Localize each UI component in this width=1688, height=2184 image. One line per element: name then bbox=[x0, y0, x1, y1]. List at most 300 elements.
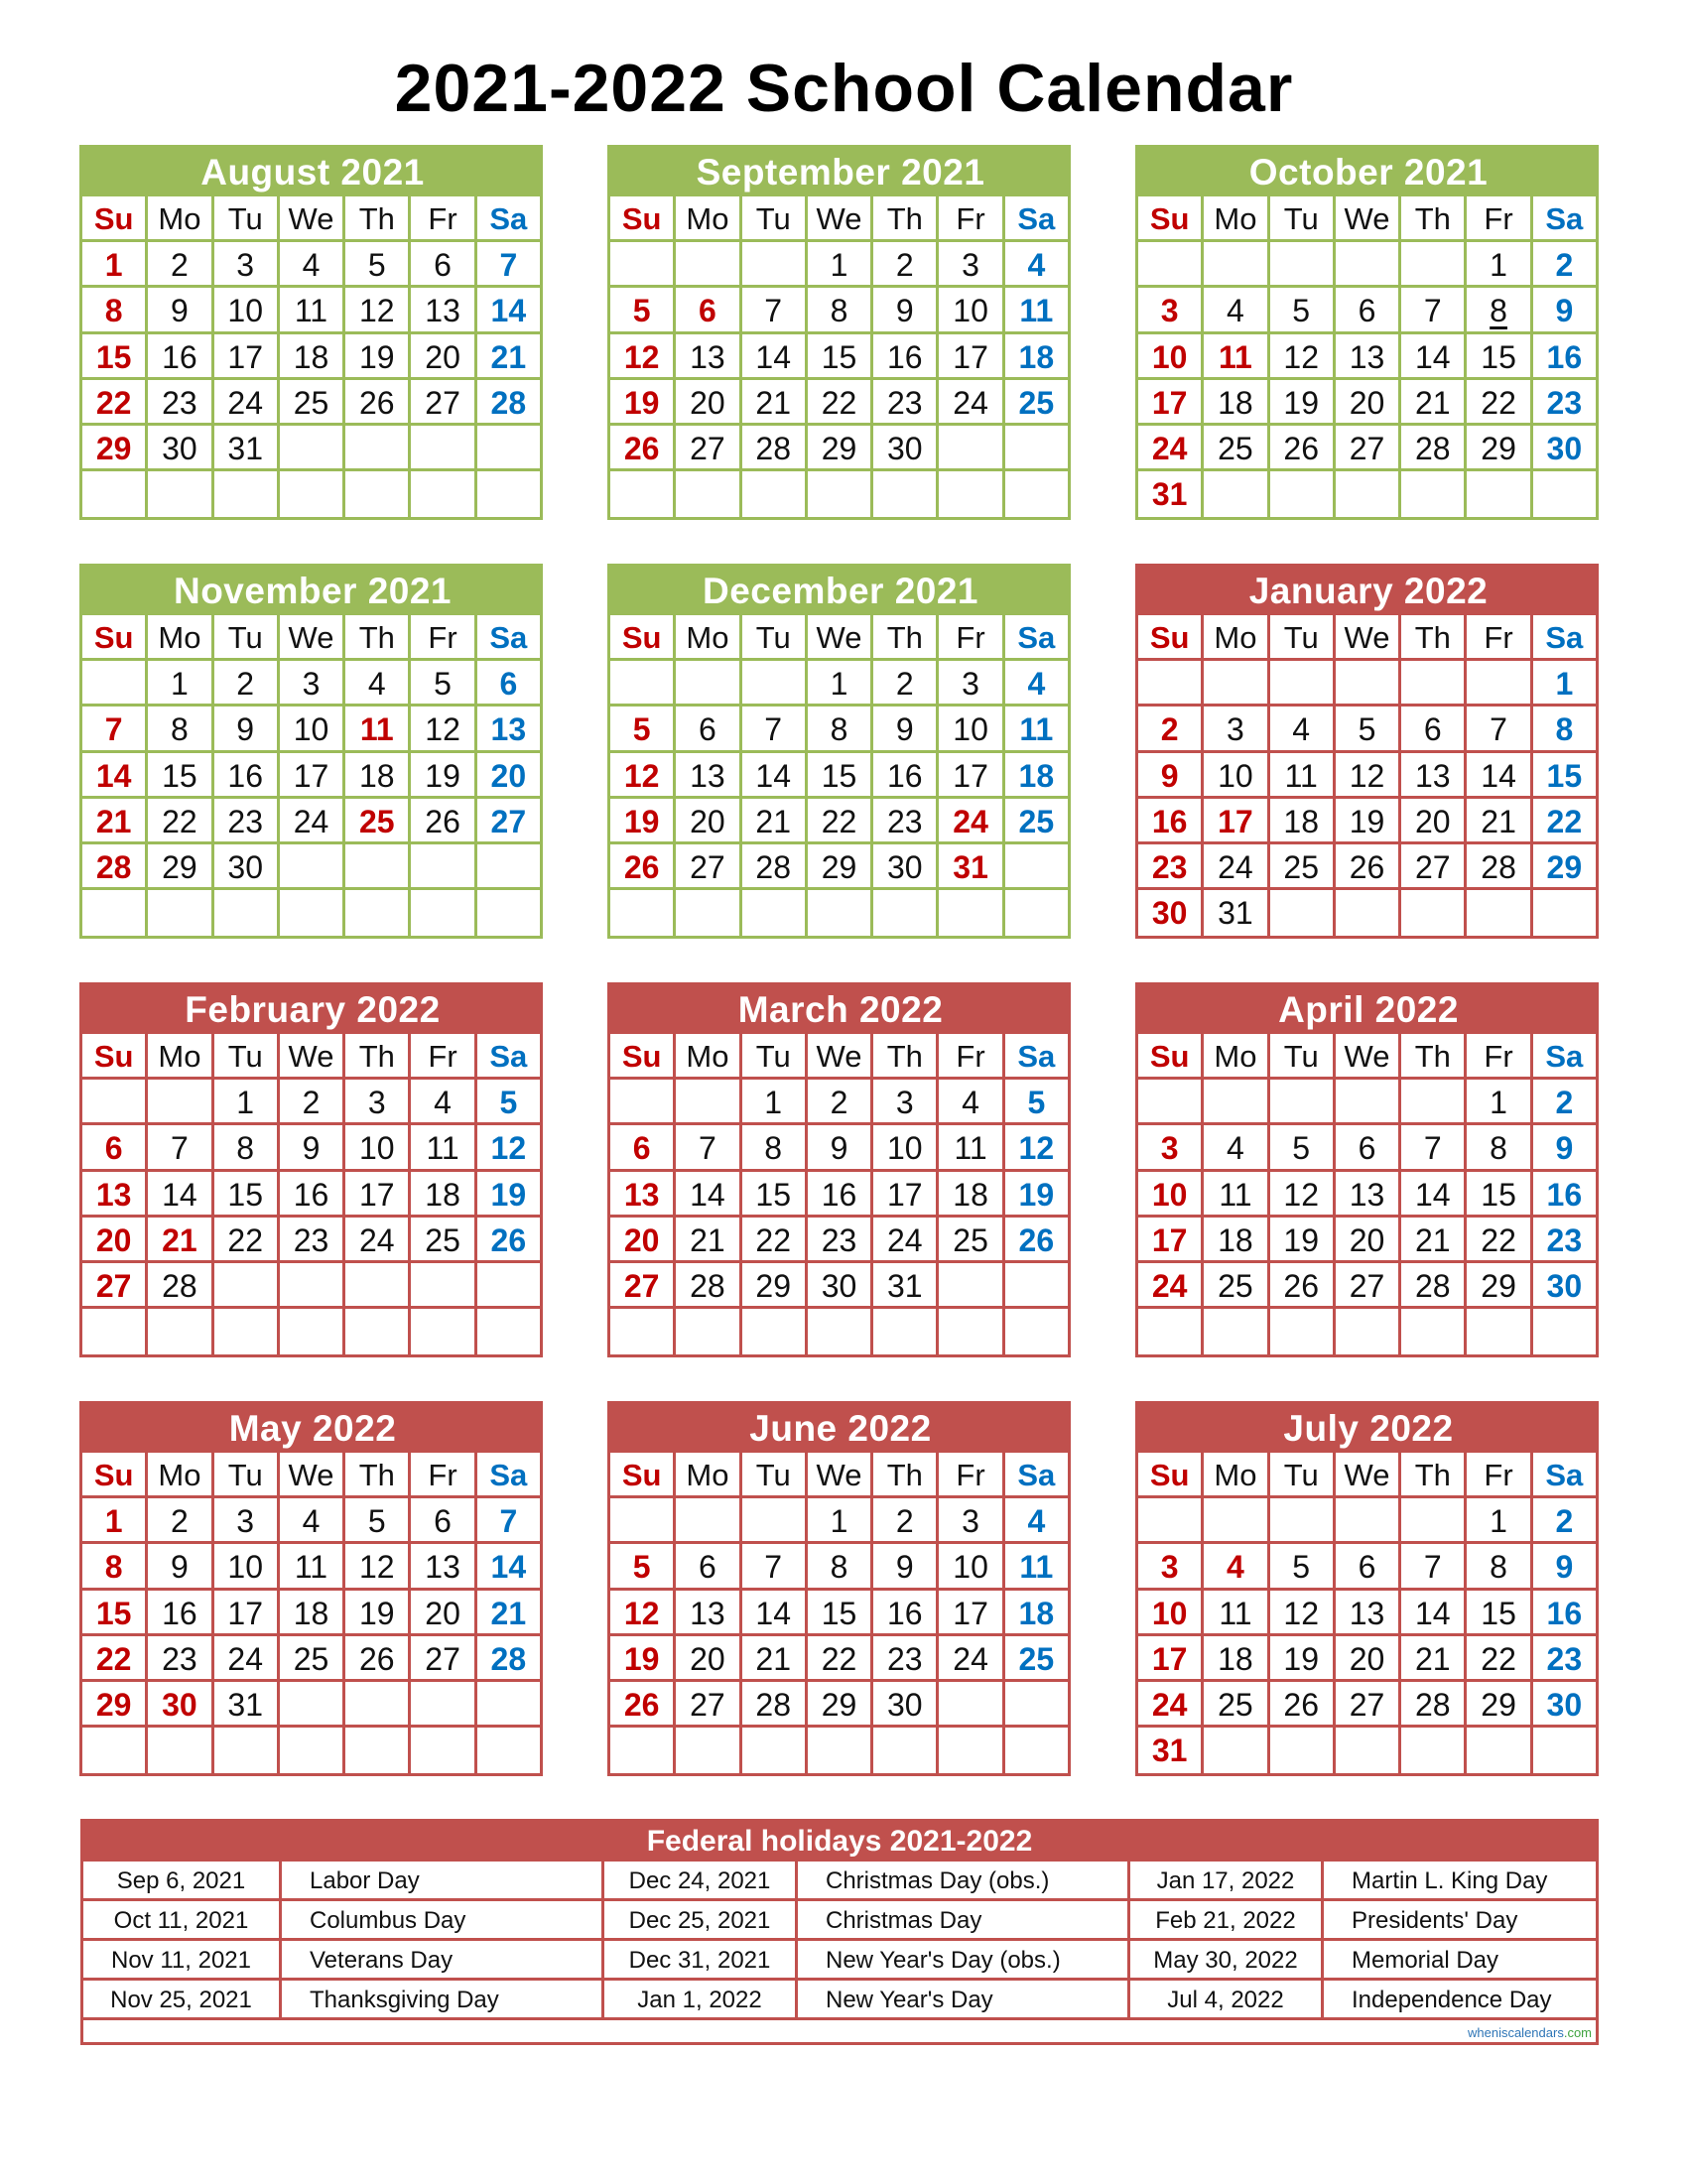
day-cell: 29 bbox=[1533, 844, 1599, 890]
day-cell: 23 bbox=[808, 1218, 873, 1263]
empty-cell bbox=[1467, 890, 1532, 936]
day-cell: 10 bbox=[345, 1125, 411, 1171]
empty-cell bbox=[214, 1728, 280, 1773]
day-cell: 23 bbox=[873, 1636, 939, 1682]
day-cell: 4 bbox=[1204, 1125, 1269, 1171]
day-cell: 17 bbox=[214, 1591, 280, 1636]
day-cell: 5 bbox=[1270, 1544, 1336, 1590]
day-cell: 22 bbox=[1533, 799, 1599, 844]
day-cell: 22 bbox=[1467, 1636, 1532, 1682]
day-cell: 28 bbox=[1401, 1263, 1467, 1309]
month-calendar bbox=[1135, 145, 1599, 520]
weekday-header: We bbox=[808, 1453, 873, 1498]
day-cell: 18 bbox=[1005, 1591, 1071, 1636]
weekday-header: Fr bbox=[411, 1453, 476, 1498]
holiday-name: Christmas Day (obs.) bbox=[798, 1862, 1130, 1901]
day-cell: 3 bbox=[1204, 707, 1269, 752]
day-cell: 3 bbox=[939, 1498, 1004, 1544]
empty-cell bbox=[610, 471, 676, 517]
holiday-date: Jan 17, 2022 bbox=[1130, 1862, 1324, 1901]
day-cell: 25 bbox=[1005, 380, 1071, 426]
weekday-header: Th bbox=[1401, 196, 1467, 242]
day-cell: 15 bbox=[214, 1172, 280, 1218]
weekday-header: Mo bbox=[148, 1453, 213, 1498]
empty-cell bbox=[477, 1309, 543, 1354]
holiday-date: Feb 21, 2022 bbox=[1130, 1901, 1324, 1941]
month-title: June 2022 bbox=[610, 1401, 1071, 1453]
holiday-date: Nov 25, 2021 bbox=[83, 1981, 282, 2020]
day-cell: 31 bbox=[873, 1263, 939, 1309]
day-cell: 1 bbox=[1467, 1080, 1532, 1125]
weekday-header: Su bbox=[82, 1034, 148, 1080]
empty-cell bbox=[1467, 1309, 1532, 1354]
day-cell: 14 bbox=[1401, 1591, 1467, 1636]
empty-cell bbox=[280, 890, 345, 936]
weekday-header: Su bbox=[82, 1453, 148, 1498]
weekday-header: Sa bbox=[1005, 196, 1071, 242]
empty-cell bbox=[676, 1498, 741, 1544]
day-cell: 18 bbox=[1005, 753, 1071, 799]
day-cell: 19 bbox=[610, 380, 676, 426]
day-cell: 5 bbox=[1270, 1125, 1336, 1171]
month-title: January 2022 bbox=[1138, 564, 1599, 615]
month-days-grid bbox=[1138, 1034, 1599, 1354]
day-cell: 3 bbox=[345, 1080, 411, 1125]
day-cell: 2 bbox=[1533, 1080, 1599, 1125]
day-cell: 31 bbox=[1138, 1728, 1204, 1773]
empty-cell bbox=[477, 1263, 543, 1309]
weekday-header: Tu bbox=[214, 196, 280, 242]
day-cell: 16 bbox=[808, 1172, 873, 1218]
empty-cell bbox=[477, 471, 543, 517]
empty-cell bbox=[1204, 1498, 1269, 1544]
empty-cell bbox=[1401, 1080, 1467, 1125]
day-cell: 3 bbox=[1138, 1125, 1204, 1171]
day-cell: 21 bbox=[742, 799, 808, 844]
day-cell: 13 bbox=[676, 753, 741, 799]
weekday-header: Su bbox=[82, 196, 148, 242]
day-cell: 16 bbox=[1533, 334, 1599, 380]
empty-cell bbox=[477, 1682, 543, 1728]
weekday-header: Fr bbox=[939, 196, 1004, 242]
day-cell: 7 bbox=[477, 242, 543, 288]
day-cell: 1 bbox=[808, 661, 873, 707]
day-cell: 17 bbox=[939, 1591, 1004, 1636]
day-cell: 22 bbox=[214, 1218, 280, 1263]
empty-cell bbox=[411, 471, 476, 517]
day-cell: 27 bbox=[411, 380, 476, 426]
holidays-grid bbox=[83, 1862, 1596, 2020]
empty-cell bbox=[873, 1728, 939, 1773]
weekday-header: Fr bbox=[939, 615, 1004, 661]
day-cell: 17 bbox=[939, 334, 1004, 380]
day-cell: 25 bbox=[1270, 844, 1336, 890]
day-cell: 20 bbox=[411, 334, 476, 380]
day-cell: 27 bbox=[82, 1263, 148, 1309]
month-calendar bbox=[79, 145, 543, 520]
day-cell: 6 bbox=[477, 661, 543, 707]
day-cell: 15 bbox=[1467, 1172, 1532, 1218]
day-cell: 11 bbox=[1005, 288, 1071, 333]
empty-cell bbox=[1138, 1080, 1204, 1125]
day-cell: 22 bbox=[808, 380, 873, 426]
month-calendar bbox=[1135, 564, 1599, 939]
day-cell: 7 bbox=[742, 707, 808, 752]
day-cell: 21 bbox=[676, 1218, 741, 1263]
weekday-header: Tu bbox=[742, 196, 808, 242]
empty-cell bbox=[1005, 1728, 1071, 1773]
day-cell: 17 bbox=[214, 334, 280, 380]
day-cell: 6 bbox=[1336, 1125, 1401, 1171]
day-cell: 7 bbox=[1401, 288, 1467, 333]
empty-cell bbox=[1270, 1498, 1336, 1544]
empty-cell bbox=[148, 1728, 213, 1773]
empty-cell bbox=[1533, 890, 1599, 936]
empty-cell bbox=[742, 661, 808, 707]
day-cell: 30 bbox=[148, 1682, 213, 1728]
day-cell: 26 bbox=[1270, 1682, 1336, 1728]
empty-cell bbox=[345, 1263, 411, 1309]
day-cell: 20 bbox=[676, 380, 741, 426]
empty-cell bbox=[1270, 1080, 1336, 1125]
day-cell: 10 bbox=[1138, 1591, 1204, 1636]
day-cell: 16 bbox=[280, 1172, 345, 1218]
empty-cell bbox=[411, 1263, 476, 1309]
day-cell: 8 bbox=[214, 1125, 280, 1171]
holiday-date: Jan 1, 2022 bbox=[604, 1981, 798, 2020]
day-cell: 26 bbox=[1270, 1263, 1336, 1309]
watermark-name: wheniscalendars bbox=[1467, 2025, 1564, 2040]
day-cell: 13 bbox=[1336, 1591, 1401, 1636]
day-cell: 29 bbox=[82, 1682, 148, 1728]
day-cell: 17 bbox=[1204, 799, 1269, 844]
weekday-header: Fr bbox=[411, 196, 476, 242]
day-cell: 28 bbox=[1401, 426, 1467, 471]
day-cell: 9 bbox=[214, 707, 280, 752]
day-cell: 27 bbox=[676, 426, 741, 471]
weekday-header: Tu bbox=[742, 615, 808, 661]
day-cell: 29 bbox=[808, 426, 873, 471]
empty-cell bbox=[1401, 1309, 1467, 1354]
day-cell: 20 bbox=[676, 1636, 741, 1682]
empty-cell bbox=[1467, 661, 1532, 707]
day-cell: 21 bbox=[742, 380, 808, 426]
weekday-header: Mo bbox=[1204, 615, 1269, 661]
empty-cell bbox=[345, 844, 411, 890]
empty-cell bbox=[1270, 471, 1336, 517]
day-cell: 3 bbox=[1138, 288, 1204, 333]
day-cell: 11 bbox=[1005, 1544, 1071, 1590]
weekday-header: We bbox=[1336, 1034, 1401, 1080]
day-cell: 19 bbox=[411, 753, 476, 799]
day-cell: 30 bbox=[1533, 426, 1599, 471]
empty-cell bbox=[1138, 242, 1204, 288]
empty-cell bbox=[939, 1309, 1004, 1354]
day-cell: 6 bbox=[676, 707, 741, 752]
weekday-header: Mo bbox=[676, 1453, 741, 1498]
empty-cell bbox=[1005, 1309, 1071, 1354]
day-cell: 9 bbox=[873, 288, 939, 333]
day-cell: 7 bbox=[742, 288, 808, 333]
day-cell: 22 bbox=[148, 799, 213, 844]
weekday-header: Su bbox=[610, 615, 676, 661]
empty-cell bbox=[1270, 890, 1336, 936]
month-calendar bbox=[79, 982, 543, 1357]
day-cell: 14 bbox=[742, 1591, 808, 1636]
weekday-header: Su bbox=[610, 196, 676, 242]
empty-cell bbox=[1336, 1498, 1401, 1544]
empty-cell bbox=[148, 471, 213, 517]
day-cell: 25 bbox=[345, 799, 411, 844]
day-cell: 31 bbox=[214, 1682, 280, 1728]
empty-cell bbox=[214, 471, 280, 517]
month-days-grid bbox=[610, 1034, 1071, 1354]
day-cell: 26 bbox=[610, 844, 676, 890]
weekday-header: Fr bbox=[1467, 1034, 1532, 1080]
day-cell: 31 bbox=[1138, 471, 1204, 517]
day-cell: 27 bbox=[477, 799, 543, 844]
day-cell: 24 bbox=[214, 1636, 280, 1682]
empty-cell bbox=[1204, 471, 1269, 517]
day-cell: 1 bbox=[1467, 1498, 1532, 1544]
empty-cell bbox=[345, 426, 411, 471]
day-cell: 5 bbox=[610, 707, 676, 752]
day-cell: 23 bbox=[214, 799, 280, 844]
weekday-header: Fr bbox=[411, 1034, 476, 1080]
day-cell: 30 bbox=[1533, 1263, 1599, 1309]
day-cell: 20 bbox=[676, 799, 741, 844]
day-cell: 18 bbox=[1270, 799, 1336, 844]
day-cell: 8 bbox=[82, 288, 148, 333]
day-cell: 2 bbox=[873, 1498, 939, 1544]
day-cell: 9 bbox=[873, 1544, 939, 1590]
weekday-header: Sa bbox=[1533, 615, 1599, 661]
day-cell: 4 bbox=[1270, 707, 1336, 752]
day-cell: 1 bbox=[148, 661, 213, 707]
empty-cell bbox=[742, 242, 808, 288]
empty-cell bbox=[939, 890, 1004, 936]
day-cell: 26 bbox=[345, 1636, 411, 1682]
empty-cell bbox=[1005, 471, 1071, 517]
day-cell: 13 bbox=[676, 334, 741, 380]
empty-cell bbox=[1204, 661, 1269, 707]
day-cell: 24 bbox=[1138, 1263, 1204, 1309]
empty-cell bbox=[873, 890, 939, 936]
day-cell: 5 bbox=[345, 242, 411, 288]
day-cell: 9 bbox=[1533, 1544, 1599, 1590]
holiday-name: New Year's Day bbox=[798, 1981, 1130, 2020]
day-cell: 7 bbox=[148, 1125, 213, 1171]
day-cell: 15 bbox=[148, 753, 213, 799]
empty-cell bbox=[280, 426, 345, 471]
empty-cell bbox=[873, 471, 939, 517]
empty-cell bbox=[411, 1728, 476, 1773]
day-cell: 13 bbox=[1401, 753, 1467, 799]
day-cell: 28 bbox=[82, 844, 148, 890]
empty-cell bbox=[742, 1728, 808, 1773]
day-cell: 2 bbox=[1533, 242, 1599, 288]
day-cell: 3 bbox=[939, 242, 1004, 288]
weekday-header: Mo bbox=[1204, 196, 1269, 242]
day-cell: 4 bbox=[939, 1080, 1004, 1125]
watermark bbox=[1468, 2025, 1592, 2040]
day-cell: 21 bbox=[82, 799, 148, 844]
weekday-header: Tu bbox=[214, 1453, 280, 1498]
empty-cell bbox=[345, 471, 411, 517]
day-cell: 28 bbox=[148, 1263, 213, 1309]
weekday-header: Tu bbox=[1270, 196, 1336, 242]
month-calendar bbox=[1135, 1401, 1599, 1776]
day-cell: 12 bbox=[411, 707, 476, 752]
day-cell: 31 bbox=[939, 844, 1004, 890]
month-calendar bbox=[79, 564, 543, 939]
weekday-header: Mo bbox=[148, 1034, 213, 1080]
day-cell: 23 bbox=[148, 1636, 213, 1682]
day-cell: 3 bbox=[214, 242, 280, 288]
empty-cell bbox=[1467, 471, 1532, 517]
day-cell: 23 bbox=[148, 380, 213, 426]
day-cell: 30 bbox=[1138, 890, 1204, 936]
holiday-date: Dec 31, 2021 bbox=[604, 1941, 798, 1981]
day-cell: 27 bbox=[411, 1636, 476, 1682]
day-cell: 17 bbox=[1138, 1218, 1204, 1263]
day-cell: 5 bbox=[411, 661, 476, 707]
day-cell: 26 bbox=[610, 426, 676, 471]
day-cell: 27 bbox=[676, 1682, 741, 1728]
month-days-grid bbox=[82, 196, 543, 517]
month-title: September 2021 bbox=[610, 145, 1071, 196]
empty-cell bbox=[345, 890, 411, 936]
empty-cell bbox=[939, 1728, 1004, 1773]
month-days-grid bbox=[1138, 1453, 1599, 1773]
empty-cell bbox=[1336, 1309, 1401, 1354]
empty-cell bbox=[477, 1728, 543, 1773]
holiday-name: Independence Day bbox=[1324, 1981, 1596, 2020]
day-cell: 22 bbox=[1467, 380, 1532, 426]
day-cell: 28 bbox=[477, 380, 543, 426]
day-cell: 14 bbox=[1401, 334, 1467, 380]
day-cell: 26 bbox=[1270, 426, 1336, 471]
weekday-header: Fr bbox=[1467, 615, 1532, 661]
day-cell: 23 bbox=[1533, 1218, 1599, 1263]
day-cell: 10 bbox=[1138, 1172, 1204, 1218]
day-cell: 8 bbox=[808, 288, 873, 333]
day-cell: 28 bbox=[1467, 844, 1532, 890]
weekday-header: Sa bbox=[477, 196, 543, 242]
month-days-grid bbox=[1138, 615, 1599, 936]
day-cell: 12 bbox=[610, 334, 676, 380]
holiday-date: Dec 24, 2021 bbox=[604, 1862, 798, 1901]
day-cell: 29 bbox=[1467, 1682, 1532, 1728]
month-days-grid bbox=[610, 615, 1071, 936]
weekday-header: Sa bbox=[1533, 196, 1599, 242]
weekday-header: Th bbox=[345, 196, 411, 242]
day-cell: 7 bbox=[1401, 1544, 1467, 1590]
day-cell: 12 bbox=[345, 1544, 411, 1590]
holiday-name: Martin L. King Day bbox=[1324, 1862, 1596, 1901]
day-cell: 19 bbox=[1336, 799, 1401, 844]
day-cell: 25 bbox=[280, 1636, 345, 1682]
month-days-grid bbox=[1138, 196, 1599, 517]
day-cell: 18 bbox=[1204, 1218, 1269, 1263]
day-cell: 13 bbox=[676, 1591, 741, 1636]
day-cell: 24 bbox=[939, 380, 1004, 426]
weekday-header: Sa bbox=[477, 615, 543, 661]
day-cell: 5 bbox=[1336, 707, 1401, 752]
weekday-header: We bbox=[1336, 1453, 1401, 1498]
weekday-header: Tu bbox=[1270, 615, 1336, 661]
day-cell: 23 bbox=[873, 380, 939, 426]
day-cell: 7 bbox=[1401, 1125, 1467, 1171]
day-cell: 1 bbox=[82, 1498, 148, 1544]
empty-cell bbox=[345, 1682, 411, 1728]
day-cell: 14 bbox=[477, 1544, 543, 1590]
empty-cell bbox=[939, 1682, 1004, 1728]
empty-cell bbox=[1270, 1728, 1336, 1773]
day-cell: 9 bbox=[1138, 753, 1204, 799]
day-cell: 27 bbox=[1401, 844, 1467, 890]
day-cell: 21 bbox=[1401, 1218, 1467, 1263]
day-cell: 20 bbox=[1401, 799, 1467, 844]
empty-cell bbox=[610, 242, 676, 288]
empty-cell bbox=[411, 844, 476, 890]
day-cell: 3 bbox=[1138, 1544, 1204, 1590]
day-cell: 5 bbox=[477, 1080, 543, 1125]
day-cell: 1 bbox=[808, 242, 873, 288]
day-cell: 3 bbox=[873, 1080, 939, 1125]
day-cell: 29 bbox=[82, 426, 148, 471]
day-cell: 13 bbox=[411, 1544, 476, 1590]
day-cell: 27 bbox=[1336, 426, 1401, 471]
empty-cell bbox=[610, 890, 676, 936]
empty-cell bbox=[280, 1728, 345, 1773]
day-cell: 22 bbox=[1467, 1218, 1532, 1263]
month-calendar bbox=[607, 145, 1071, 520]
day-cell: 6 bbox=[411, 1498, 476, 1544]
day-cell: 16 bbox=[873, 334, 939, 380]
day-cell: 11 bbox=[1270, 753, 1336, 799]
day-cell: 10 bbox=[939, 707, 1004, 752]
empty-cell bbox=[610, 661, 676, 707]
day-cell: 18 bbox=[1005, 334, 1071, 380]
day-cell: 28 bbox=[676, 1263, 741, 1309]
weekday-header: We bbox=[1336, 615, 1401, 661]
day-cell: 25 bbox=[939, 1218, 1004, 1263]
weekday-header: Sa bbox=[1533, 1453, 1599, 1498]
empty-cell bbox=[1401, 471, 1467, 517]
day-cell: 12 bbox=[1005, 1125, 1071, 1171]
empty-cell bbox=[411, 890, 476, 936]
empty-cell bbox=[148, 890, 213, 936]
empty-cell bbox=[1005, 844, 1071, 890]
empty-cell bbox=[1204, 1309, 1269, 1354]
day-cell: 15 bbox=[1467, 334, 1532, 380]
day-cell: 10 bbox=[214, 1544, 280, 1590]
day-cell: 9 bbox=[808, 1125, 873, 1171]
month-calendar bbox=[607, 982, 1071, 1357]
empty-cell bbox=[477, 426, 543, 471]
day-cell: 10 bbox=[873, 1125, 939, 1171]
holiday-name: Labor Day bbox=[282, 1862, 604, 1901]
day-cell: 8 bbox=[1467, 1125, 1532, 1171]
empty-cell bbox=[148, 1309, 213, 1354]
day-cell: 30 bbox=[1533, 1682, 1599, 1728]
day-cell: 16 bbox=[148, 1591, 213, 1636]
day-cell: 17 bbox=[345, 1172, 411, 1218]
empty-cell bbox=[82, 1728, 148, 1773]
day-cell: 16 bbox=[1533, 1591, 1599, 1636]
day-cell: 13 bbox=[1336, 334, 1401, 380]
